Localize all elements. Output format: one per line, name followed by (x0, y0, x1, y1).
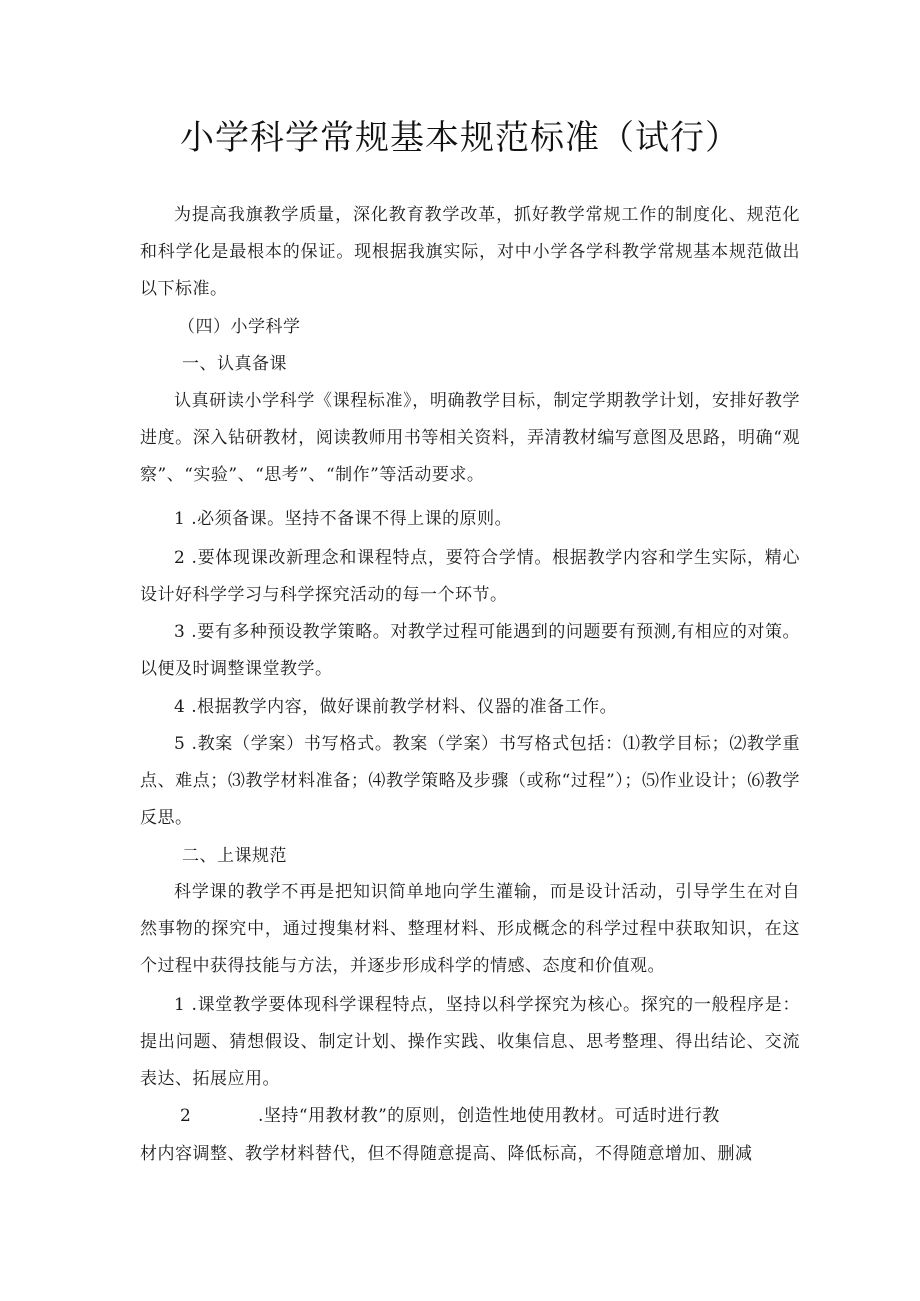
part2-item-2-number: 2 (180, 1106, 192, 1126)
part1-item-5: 5 .教案（学案）书写格式。教案（学案）书写格式包括：⑴教学目标；⑵教学重点、难点；⑶教学材料准备；⑷教学策略及步骤（或称“过程”）；⑸作业设计；⑹教学反思。 (140, 734, 800, 828)
part1-item-1: 1 .必须备课。坚持不备课不得上课的原则。 (174, 509, 513, 529)
part1-item-3: 3 .要有多种预设教学策略。对教学过程可能遇到的问题要有预测,有相应的对策。以便及时调整课堂教学。 (140, 622, 800, 679)
intro-paragraph: 为提高我旗教学质量，深化教育教学改革，抓好教学常规工作的制度化、规范化和科学化是最根本的保证。现根据我旗实际，对中小学各学科教学常规基本规范做出以下标准。 (140, 205, 800, 299)
document-title: 小学科学常规基本规范标准（试行） (180, 118, 740, 158)
section-heading: （四）小学科学 (178, 317, 301, 337)
part2-item-1: 1 .课堂教学要体现科学课程特点，坚持以科学探究为核心。探究的一般程序是：提出问题、猜想假设、制定计划、操作实践、收集信息、思考整理、得出结论、交流表达、拓展应用。 (140, 995, 800, 1089)
part1-body: 认真研读小学科学《课程标准》，明确教学目标，制定学期教学计划，安排好教学进度。深入钻研教材，阅读教师用书等相关资料，弄清教材编写意图及思路，明确“观察”、“实验”、“思考”、“制作”等活动要求。 (140, 391, 800, 485)
part1-item-2: 2 .要体现课改新理念和课程特点，要符合学情。根据教学内容和学生实际，精心设计好科学学习与科学探究活动的每一个环节。 (140, 548, 800, 605)
part2-heading: 二、上课规范 (182, 846, 287, 866)
part2-body: 科学课的教学不再是把知识简单地向学生灌输，而是设计活动，引导学生在对自然事物的探究中，通过搜集材料、整理材料、形成概念的科学过程中获取知识，在这个过程中获得技能与方法，并逐步形成科学的情感、态度和价值观。 (140, 882, 800, 976)
part1-heading: 一、认真备课 (182, 354, 287, 374)
part1-item-4: 4 .根据教学内容，做好课前教学材料、仪器的准备工作。 (174, 697, 618, 717)
part2-item-2-line-2: 材内容调整、教学材料替代，但不得随意提高、降低标高，不得随意增加、删减 (140, 1144, 753, 1164)
part2-item-2-line-1: .坚持“用教材教”的原则，创造性地使用教材。可适时进行教 (258, 1106, 720, 1126)
